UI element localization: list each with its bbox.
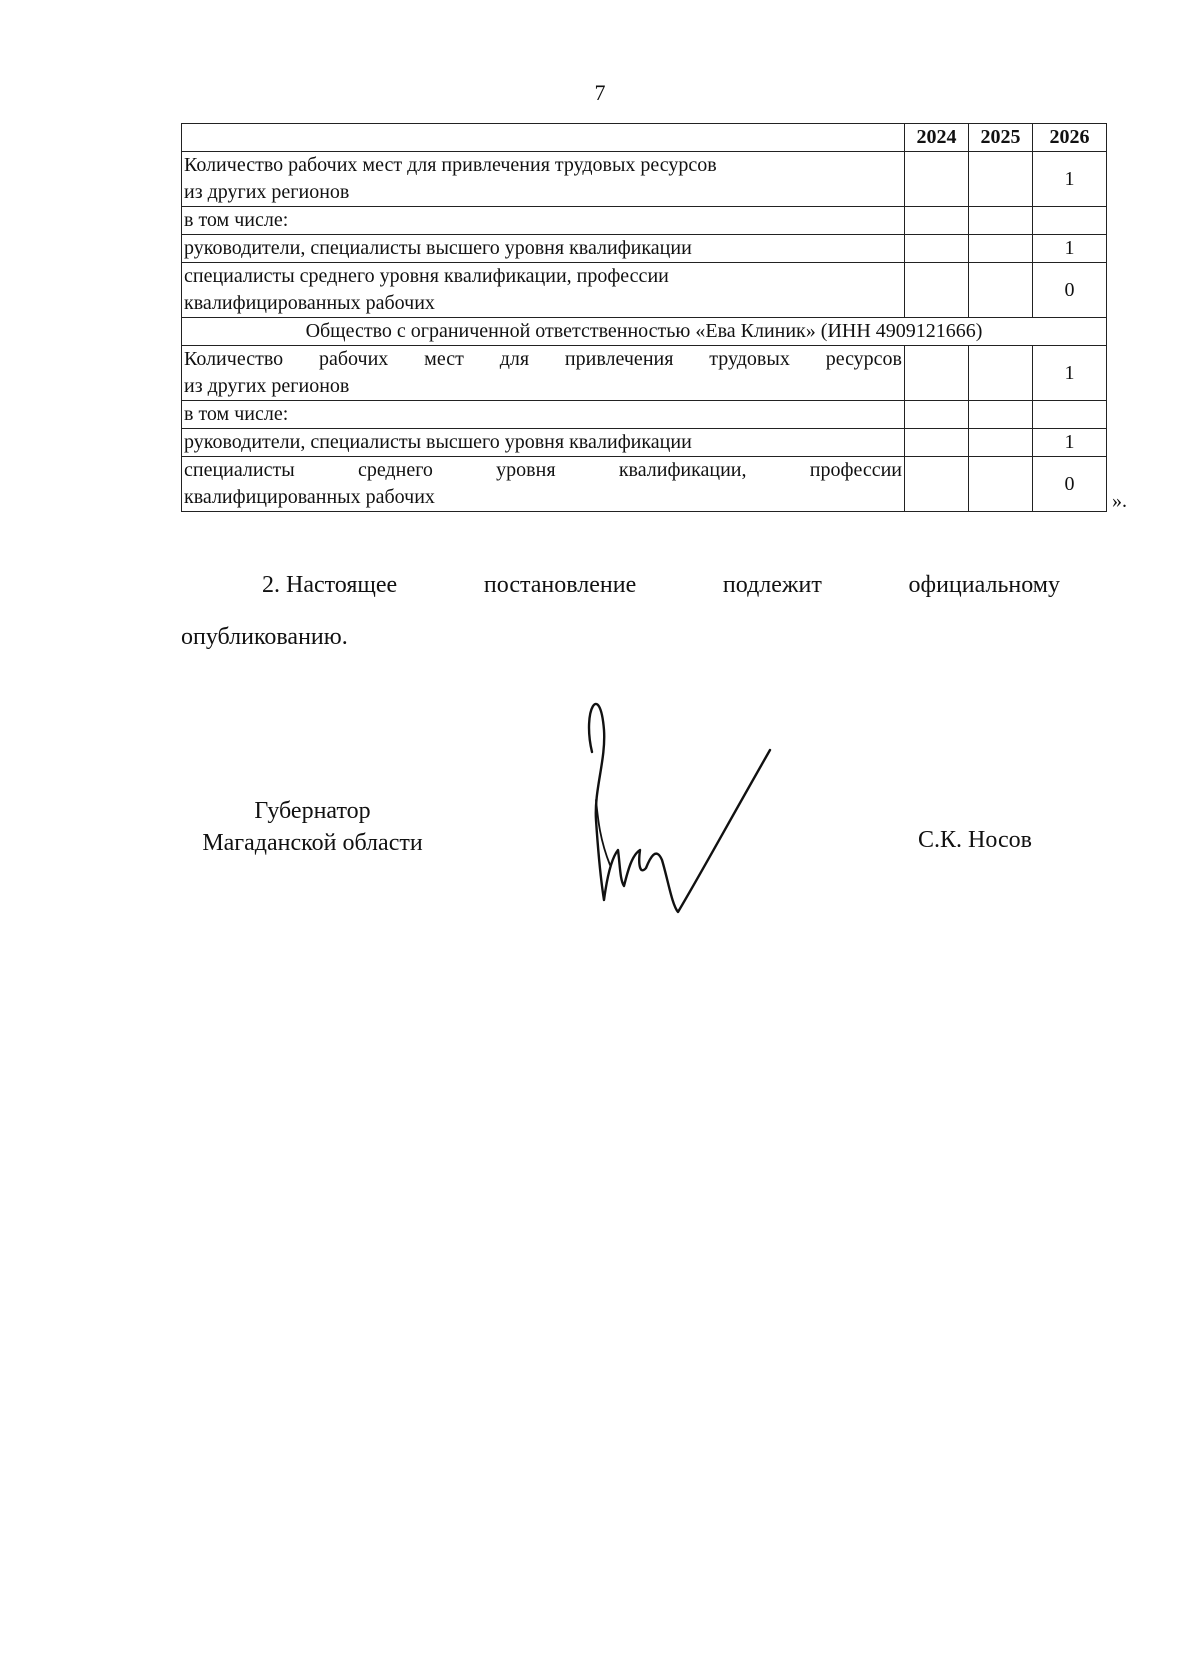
row-label-line: квалифицированных рабочих: [184, 292, 435, 314]
value-2024: [905, 263, 969, 318]
row-label: руководители, специалисты высшего уровня квалификации: [182, 235, 905, 263]
row-label: [182, 457, 905, 512]
header-year-2024: 2024: [905, 124, 969, 152]
organization-name: Общество с ограниченной ответственностью «Ева Клиник» (ИНН 4909121666): [182, 318, 1107, 346]
paragraph-word: 2. Настоящее: [262, 572, 398, 598]
row-label: [182, 152, 905, 207]
table-row: [182, 207, 1107, 235]
paragraph-word: официальному: [908, 572, 1060, 598]
value-2025: [969, 152, 1033, 207]
header-year-2026: 2026: [1033, 124, 1107, 152]
value-2026: 0: [1033, 457, 1107, 512]
table-row: [182, 235, 1107, 263]
paragraph-first-line: [262, 572, 1060, 599]
paragraph-word: постановление: [483, 572, 637, 598]
row-label: в том числе:: [182, 401, 905, 429]
value-2024: [905, 457, 969, 512]
value-2024: [905, 429, 969, 457]
value-2025: [969, 346, 1033, 401]
value-2026: 1: [1033, 235, 1107, 263]
row-label-line: квалифицированных рабочих: [184, 486, 435, 508]
value-2026: 0: [1033, 263, 1107, 318]
value-2025: [969, 457, 1033, 512]
row-label-line: из других регионов: [184, 375, 350, 397]
table-row: [182, 401, 1107, 429]
data-table: [181, 123, 1107, 512]
row-label-line: специалисты среднего уровня квалификации, профессии: [184, 265, 669, 287]
value-2024: [905, 235, 969, 263]
handwritten-signature-icon: [570, 690, 800, 920]
signer-title-line: Магаданской области: [202, 830, 423, 856]
value-2024: [905, 207, 969, 235]
row-label-line: Количество рабочих мест для привлечения трудовых ресурсов: [184, 154, 717, 176]
signer-title-line: Губернатор: [254, 798, 371, 824]
paragraph-word: подлежит: [722, 572, 822, 598]
value-2025: [969, 235, 1033, 263]
value-2024: [905, 401, 969, 429]
signer-title: [180, 795, 445, 859]
organization-row: [182, 318, 1107, 346]
table-row: [182, 429, 1107, 457]
row-label-line: из других регионов: [184, 181, 350, 203]
value-2026: 1: [1033, 429, 1107, 457]
row-label: в том числе:: [182, 207, 905, 235]
row-label: руководители, специалисты высшего уровня квалификации: [182, 429, 905, 457]
value-2025: [969, 207, 1033, 235]
value-2026: [1033, 401, 1107, 429]
signature-stroke: [589, 704, 770, 912]
page-number: 7: [594, 80, 606, 105]
value-2025: [969, 429, 1033, 457]
header-empty-cell: [182, 124, 905, 152]
header-year-2025: 2025: [969, 124, 1033, 152]
value-2026: 1: [1033, 152, 1107, 207]
row-label: [182, 346, 905, 401]
value-2025: [969, 263, 1033, 318]
signer-name: С.К. Носов: [918, 827, 1032, 853]
value-2026: [1033, 207, 1107, 235]
table-row: [182, 346, 1107, 401]
closing-quote: ».: [1112, 490, 1127, 512]
row-label-line: специалисты среднего уровня квалификации, профессии: [184, 459, 902, 481]
table-row: [182, 457, 1107, 512]
value-2025: [969, 401, 1033, 429]
table-row: [182, 263, 1107, 318]
value-2026: 1: [1033, 346, 1107, 401]
paragraph-second-line: опубликованию.: [181, 624, 348, 650]
table-header-row: [182, 124, 1107, 152]
value-2024: [905, 152, 969, 207]
value-2024: [905, 346, 969, 401]
row-label-line: Количество рабочих мест для привлечения трудовых ресурсов: [184, 348, 902, 370]
table-row: [182, 152, 1107, 207]
row-label: [182, 263, 905, 318]
